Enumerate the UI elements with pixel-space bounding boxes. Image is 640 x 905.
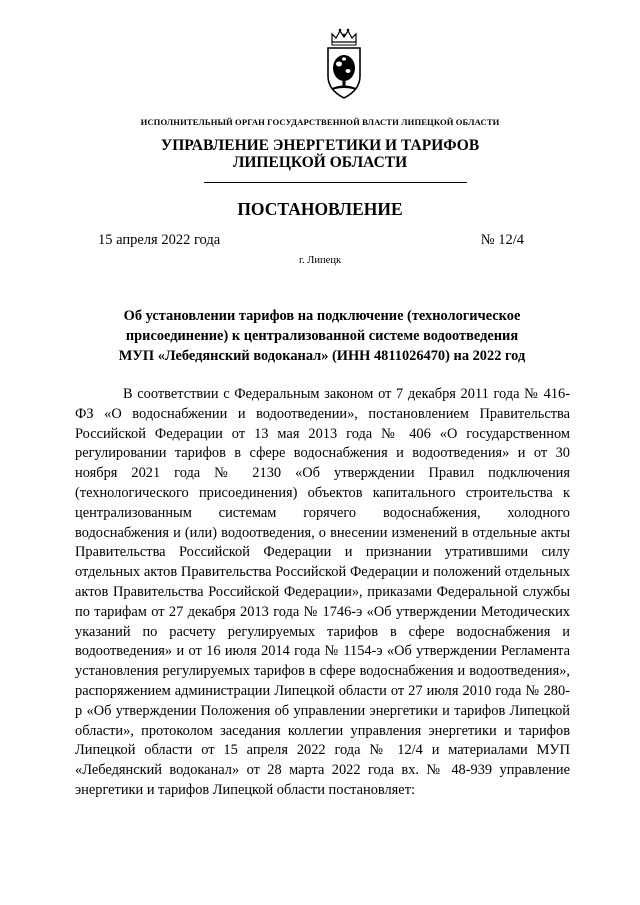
header-divider <box>204 182 467 183</box>
coat-of-arms-icon <box>324 26 364 102</box>
document-body-paragraph: В соответствии с Федеральным законом от 7 декабря 2011 года № 416-ФЗ «О водоснабжении и водоотведении», постановлением Правительства Российской Федерации от 13 мая 2013 года № 406 «О государственном регулировании тарифов в сфере водоснабжения и водоотведения» и от 30 ноября 2021 года № 2130 «Об утверждении Правил подключения (технологического присоединения) объектов капитального строительства к централизованным системам горячего водоснабжения, холодного водоснабжения и (или) водоотведения, о внесении изменений в отдельные акты Правительства Российской Федерации и признании утратившими силу отдельных актов Правительства Российской Федерации и положений отдельных актов Правительства Российской Федерации», приказами Федеральной службы по тарифам от 27 декабря 2013 года № 1746-э «Об утверждении Методических указаний по расчету регулируемых тарифов в сфере водоснабжения и водоотведения» и от 16 июля 2014 года № 1154-э «Об утверждении Регламента установления регулируемых тарифов в сфере водоснабжения и водоотведения», распоряжением администрации Липецкой области от 27 июля 2010 года № 280-р «Об утверждении Положения об управлении энергетики и тарифов Липецкой области», протоколом заседания коллегии управления энергетики и тарифов Липецкой области от 15 апреля 2022 года № 12/4 и материалами МУП «Лебедянский водоканал» от 28 марта 2022 года вх. № 48-939 управление энергетики и тарифов Липецкой области постановляет: <box>75 386 570 798</box>
document-title <box>80 307 564 366</box>
organization-name <box>0 137 640 171</box>
document-type: ПОСТАНОВЛЕНИЕ <box>237 199 403 219</box>
organization-line-1: УПРАВЛЕНИЕ ЭНЕРГЕТИКИ И ТАРИФОВ <box>160 137 480 154</box>
document-date: 15 апреля 2022 года <box>98 232 221 248</box>
title-line: Об установлении тарифов на подключение (технологическое <box>123 308 521 324</box>
title-line: МУП «Лебедянский водоканал» (ИНН 4811026470) на 2022 год <box>118 347 526 364</box>
title-line: присоединение) к централизованной системе водоотведения <box>125 327 519 344</box>
document-number: № 12/4 <box>480 232 524 248</box>
document-city: г. Липецк <box>298 255 342 266</box>
agency-name: ИСПОЛНИТЕЛЬНЫЙ ОРГАН ГОСУДАРСТВЕННОЙ ВЛАСТИ ЛИПЕЦКОЙ ОБЛАСТИ <box>140 117 500 127</box>
organization-line-2: ЛИПЕЦКОЙ ОБЛАСТИ <box>232 154 408 171</box>
